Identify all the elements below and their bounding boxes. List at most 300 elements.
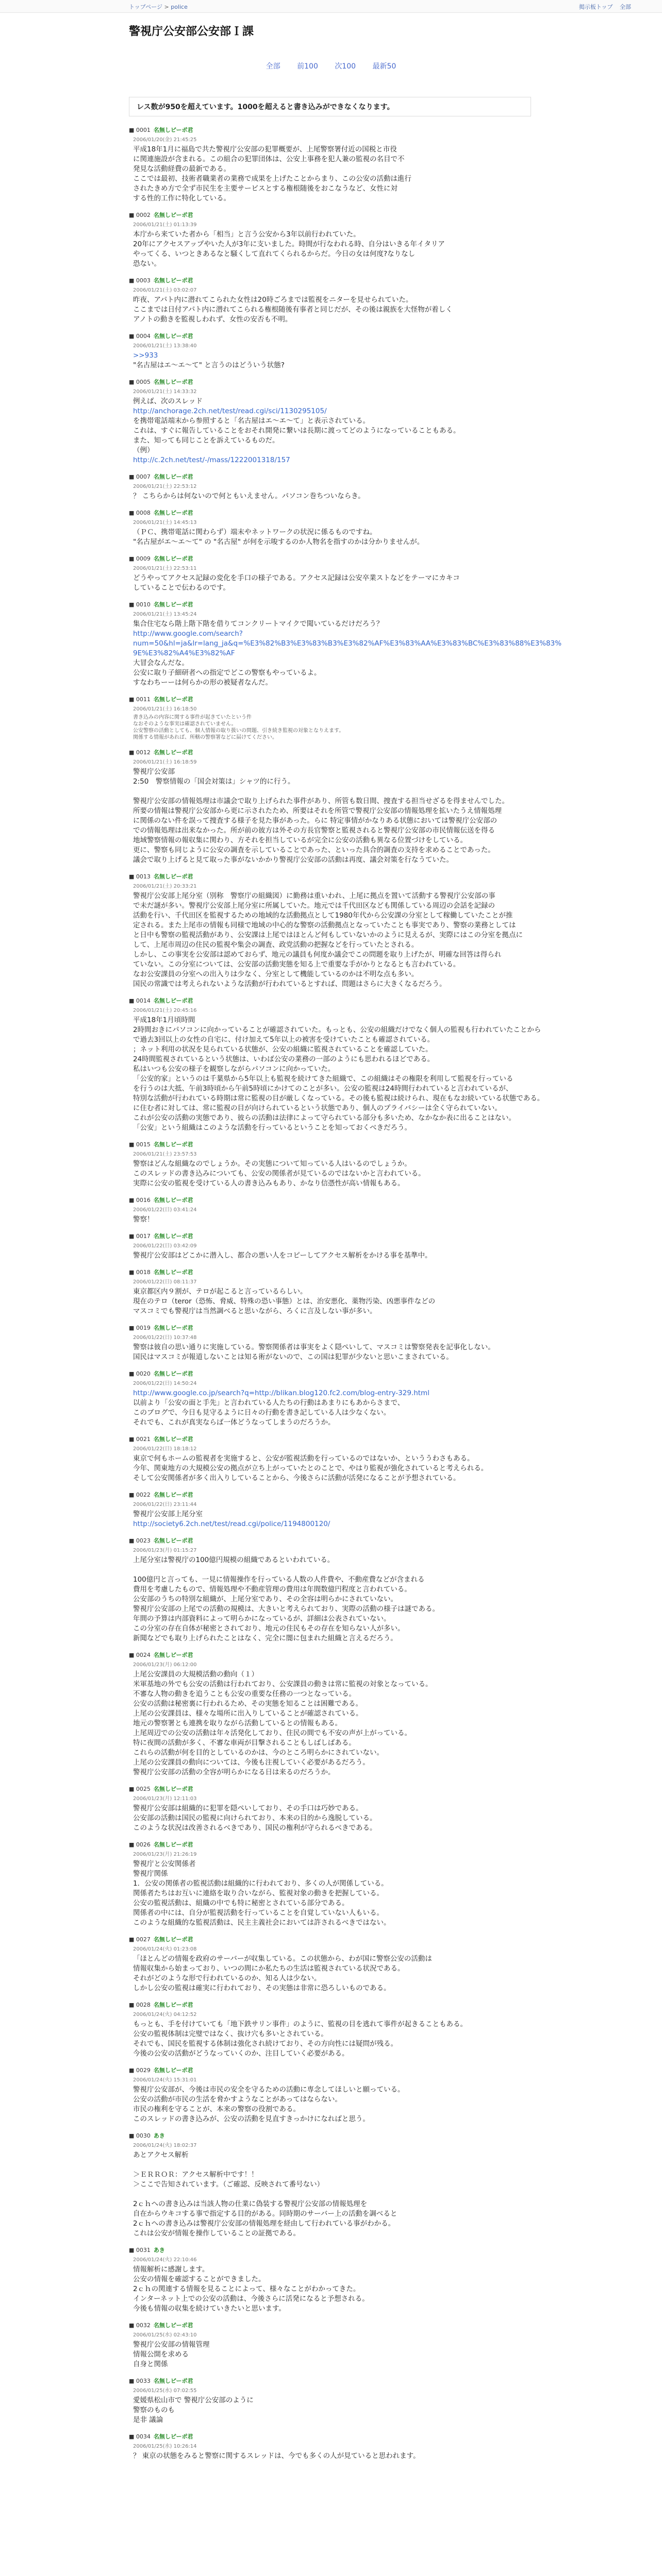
post-date: 2006/01/22(日) 03:41:24	[133, 1207, 197, 1213]
post-line: そして公安関係者が多く出入りしていることから、今後さらに活動が活発になることが予想されている。	[133, 1474, 460, 1482]
bullet-icon: ■	[129, 473, 136, 480]
post-line: 不審な人物の動きを追うことも公安の重要な任務の一つとなっている。	[133, 1690, 356, 1698]
post-number[interactable]: 0001	[136, 127, 151, 133]
post-date: 2006/01/21(土) 23:57:53	[133, 1151, 197, 1157]
post-number[interactable]: 0028	[136, 2002, 151, 2008]
post-line: 上尾公安課員の大規模活動の動向（１）	[133, 1670, 258, 1679]
post-header	[129, 1196, 536, 1204]
post-header	[129, 1268, 536, 1276]
post	[129, 332, 536, 370]
post-line: 私はいつも公安の様子を観察しながらパソコンに向かっていた。	[133, 1065, 335, 1073]
nav-latest50-link[interactable]: 最新50	[372, 62, 396, 71]
post-body	[133, 397, 536, 465]
post-line: このような状況は改善されるべきであり、国民の権利が守られるべきである。	[133, 1824, 377, 1832]
bullet-icon: ■	[129, 1370, 136, 1377]
post-line: 地元の警察署とも連携を取りながら活動しているとの情報もある。	[133, 1719, 342, 1727]
post-link[interactable]: http://anchorage.2ch.net/test/read.cgi/sci/1130295105/	[133, 407, 327, 415]
post-date: 2006/01/22(日) 10:37:48	[133, 1335, 197, 1341]
post-line: このような組織的な監視活動は、民主主義社会においては許されるべきではない。	[133, 1919, 391, 1927]
post-date: 2006/01/22(日) 08:11:37	[133, 1279, 197, 1285]
post-header	[129, 996, 536, 1005]
post-body	[133, 528, 536, 547]
post-line: あとアクセス解析	[133, 2151, 189, 2159]
post-line: これが公安の活動の実態であり、彼らの活動は法律によって守られている部分も多いため、なかなか表に出ることはない。	[133, 1114, 516, 1122]
post-body	[133, 2451, 536, 2461]
post-link[interactable]: http://c.2ch.net/test/-/mass/1222001318/157	[133, 456, 290, 464]
post	[129, 1140, 536, 1189]
post-line: 是非 議論	[133, 2416, 163, 2424]
post-number[interactable]: 0025	[136, 1786, 151, 1792]
post-line: 公安の情報を確認することができました。	[133, 2275, 266, 2283]
breadcrumb: トップページ > police	[129, 4, 188, 10]
poster-name: 名無しピーポ君	[153, 379, 193, 385]
post-line: アノトの動きを監視しわれず、女性の安否も不明。	[133, 315, 292, 324]
post-line: このスレッドの書き込みについても、公安の関係者が見ているのではないかと言われている。	[133, 1170, 425, 1178]
post-number[interactable]: 0031	[136, 2247, 151, 2253]
post-line: 「公安的家」というのは千葉県から5年以上も監視を続けてきた組織で、この組織はその権限を利用して監視を行っている	[133, 1075, 514, 1083]
post	[129, 872, 536, 989]
post-line: と日中も警察の監視活動があり、公安課は上尾ではほとんど何もしていないかのように見えるが、実際にはこの分室を拠点に	[133, 931, 523, 939]
post-line: 警視庁公安部の活動の全容が明らかになる日は来るのだろうか。	[133, 1768, 335, 1776]
poster-name: 名無しピーポ君	[153, 601, 193, 608]
poster-name: 名無しピーポ君	[153, 333, 193, 340]
post-line: 公安の活動は秘密裏に行われるため、その実態を知ることは困難である。	[133, 1700, 362, 1708]
post-line: 自在からウキコする事で指定する目的がある。同時期のサーバー上の活動を調べると	[133, 2210, 398, 2218]
post-link[interactable]: num=50&hl=ja&lr=lang_ja&q=%E3%82%B3%E3%83%B3%E3%82%AF%E3%83%AA%E3%83%BC%E3%83%88%E3%83%	[133, 639, 562, 648]
post-number[interactable]: 0012	[136, 749, 151, 756]
post-line: ？ 東京の状態をみると警察に関するスレッドは、今でも多くの人が見ていると思われます。	[133, 2452, 420, 2460]
board-top-link[interactable]: 掲示板トップ	[578, 4, 613, 10]
post	[129, 2377, 536, 2425]
post-body	[133, 1510, 536, 1529]
nav-prev100-link[interactable]: 前100	[297, 62, 318, 71]
post-date: 2006/01/22(日) 14:50:24	[133, 1381, 197, 1386]
post-body	[133, 1555, 536, 1643]
bullet-icon: ■	[129, 1786, 136, 1792]
post	[129, 1435, 536, 1483]
poster-name: 名無しピーポ君	[153, 2433, 193, 2440]
post	[129, 472, 536, 501]
post-body	[133, 1159, 536, 1189]
post	[129, 1935, 536, 1993]
post-line: それでも、これが真実ならば一体どうなってしまうのだろうか。	[133, 1418, 335, 1427]
post-body	[133, 2020, 536, 2059]
post-line: 平成18年1月頃時間	[133, 1016, 195, 1024]
post-line: 特別な活動が行われている時期は常に監視の目が厳しくなっている。その後も監視は続けられ、現在もなお続いている状態である。	[133, 1094, 544, 1103]
bullet-icon: ■	[129, 2132, 136, 2139]
post-number[interactable]: 0023	[136, 1537, 151, 1544]
bullet-icon: ■	[129, 601, 136, 608]
post	[129, 1369, 536, 1428]
post-number[interactable]: 0015	[136, 1141, 151, 1148]
post-number[interactable]: 0011	[136, 696, 151, 703]
post-header	[129, 1435, 536, 1443]
poster-name: 名無しピーポ君	[153, 555, 193, 562]
post-line: しかし、この事実を公安部は認めておらず、地元の議員も何度か議会でこの問題を取り上げたが、明確な回答は得られ	[133, 951, 502, 959]
post-line: 2ｃｈへの書き込みは当該人物の仕業に偽装する警視庁公安部の情報処理を	[133, 2200, 368, 2208]
poster-name: 名無しピーポ君	[153, 473, 193, 480]
post-line: マスコミでも警視庁は当然調べると思いながら、ろくに言及しない事が多い。	[133, 1307, 377, 1315]
bullet-icon: ■	[129, 1652, 136, 1658]
post-header	[129, 2321, 536, 2329]
bullet-icon: ■	[129, 1841, 136, 1848]
post-date: 2006/01/24(火) 22:10:46	[133, 2257, 197, 2263]
post-line: 発見な活動経費の最新である。	[133, 165, 230, 173]
post	[129, 2432, 536, 2461]
post-date: 2006/01/23(月) 06:12:00	[133, 1662, 197, 1668]
post-header	[129, 2246, 536, 2254]
post-header	[129, 2066, 536, 2074]
post-line: 恐ない。	[133, 260, 161, 268]
post-number[interactable]: 0022	[136, 1492, 151, 1498]
post-line: 今年、関東地方の大規模公安の拠点が立ち上がっていたとのことで、やはり監視が強化されていると考えられる。	[133, 1464, 488, 1472]
poster-name: 名無しピーポ君	[153, 1436, 193, 1443]
post-link[interactable]: http://www.google.com/search?	[133, 630, 243, 638]
poster-name: 名無しピーポ君	[153, 1786, 193, 1792]
post-body	[133, 492, 536, 501]
post-date: 2006/01/21(土) 22:53:11	[133, 566, 197, 571]
post-header	[129, 1369, 536, 1378]
post-header	[129, 2377, 536, 2385]
post-line	[133, 2160, 536, 2170]
post-line: 本庁から来ていた者から「相当」と言う公安から3年以前行われていた。	[133, 230, 360, 239]
post-body	[133, 230, 536, 269]
post-line: 2ｃｈの関連する情報を見ることによって、様々なことがわかってきた。	[133, 2285, 360, 2293]
poster-name: 名無しピーポ君	[153, 749, 193, 756]
post-line	[133, 787, 536, 796]
post-body	[133, 2265, 536, 2314]
post-line: 「ほとんどの情報を政府のサーバーが収集している。この状態から、わが国に警察公安の活動は	[133, 1955, 432, 1963]
poster-name: 名無しピーポ君	[153, 1325, 193, 1331]
post-number[interactable]: 0009	[136, 555, 151, 562]
post-number[interactable]: 0003	[136, 277, 151, 284]
post-line: 国民はマスコミが報道しないことは知る術がないので、この国は犯罪が少ないと思いこまされている。	[133, 1353, 453, 1361]
poster-name: 名無しピーポ君	[153, 1841, 193, 1848]
post	[129, 1324, 536, 1362]
post-line: 100億円と言っても、一見に情報操作を行っている人数の人件費や、不動産費などが含まれる	[133, 1575, 425, 1584]
bullet-icon: ■	[129, 510, 136, 516]
post-number[interactable]: 0033	[136, 2378, 151, 2384]
post-date: 2006/01/21(土) 14:45:13	[133, 520, 197, 526]
poster-name: 名無しピーポ君	[153, 1370, 193, 1377]
bullet-icon: ■	[129, 277, 136, 284]
post-line: 実際に公安の監視を受けている人の書き込みもあり、かなり信憑性が高い情報もある。	[133, 1179, 405, 1188]
post-number[interactable]: 0004	[136, 333, 151, 340]
post-line: 上尾の公安課員は、様々な場所に出入りしていることが確認されている。	[133, 1709, 363, 1718]
post-number[interactable]: 0030	[136, 2132, 151, 2139]
post-number[interactable]: 0034	[136, 2433, 151, 2440]
post	[129, 1651, 536, 1777]
post-body	[133, 1859, 536, 1928]
post-number[interactable]: 0026	[136, 1841, 151, 1848]
post-line: "名古屋はエ～エ～て" と言うのはどういう状態?	[133, 361, 285, 369]
post-header	[129, 126, 536, 134]
post-line: 関係する情報があれば、所轄の警察署などに届けてください。	[133, 735, 277, 740]
poster-name: 名無しピーポ君	[153, 873, 193, 880]
post-line: 今後も情報の収集を続けていきたいと思います。	[133, 2304, 286, 2313]
bullet-icon: ■	[129, 379, 136, 385]
post-header	[129, 1140, 536, 1148]
post	[129, 996, 544, 1133]
post-header	[129, 211, 536, 219]
post-date: 2006/01/25(水) 10:26:14	[133, 2444, 197, 2449]
post-line: 現在のテロ（teror（恐怖、脅威、特殊の恐い事態）とは、治安悪化、薬物汚染、凶悪事件などの	[133, 1297, 436, 1306]
post-body	[133, 2085, 536, 2124]
poster-name: 名無しピーポ君	[153, 212, 193, 218]
post	[129, 1785, 536, 1833]
bullet-icon: ■	[129, 2067, 136, 2074]
post-link[interactable]: http://society6.2ch.net/test/read.cgi/police/1194800120/	[133, 1520, 330, 1528]
bullet-icon: ■	[129, 212, 136, 218]
post-line: 公安に取り子細研者への指定でどこの警察もやっているよ。	[133, 669, 321, 677]
post-number[interactable]: 0014	[136, 997, 151, 1004]
post-header	[129, 276, 536, 284]
bullet-icon: ■	[129, 749, 136, 756]
bullet-icon: ■	[129, 1936, 136, 1943]
post	[129, 276, 536, 325]
post-number[interactable]: 0016	[136, 1197, 151, 1204]
post-line: 2:50 警察情報の「国会対策は」シャツ的に行う。	[133, 777, 295, 786]
post	[129, 2321, 536, 2369]
bullet-icon: ■	[129, 2322, 136, 2329]
post-line: 活動を行い、千代田区を監視するための地域的な活動拠点として1980年代から公安課の分室として稼働していたことが推	[133, 911, 513, 920]
post-line: インターネット上での公安の活動は、今後さらに活発になると予想される。	[133, 2295, 369, 2303]
post-line: 警視庁公安部上尾分室（別称 警察庁の組織図）に勤務は重いわれ、上尾に拠点を置いて活動する警視庁公安部の事	[133, 892, 495, 900]
bullet-icon: ■	[129, 997, 136, 1004]
post	[129, 1268, 536, 1316]
poster-name: あき	[153, 2132, 165, 2139]
post-line: この分室の存在自体が秘密とされており、地元の住民もその存在を知らない人が多い。	[133, 1624, 405, 1633]
post-line: 警視庁と公安関係者	[133, 1860, 196, 1868]
breadcrumb-board-link[interactable]: police	[171, 4, 188, 10]
post-line: 大冒会なんだな。	[133, 659, 189, 667]
post-number[interactable]: 0008	[136, 510, 151, 516]
post	[129, 378, 536, 465]
post-line: 2ｃｈへの書き込みは警視庁公安部の情報処理を経由して行われている事がわかる。	[133, 2219, 395, 2228]
post-header	[129, 695, 536, 703]
bullet-icon: ■	[129, 1325, 136, 1331]
post-line: 今後の公安の活動がどうなっていくのか、注目していく必要がある。	[133, 2049, 349, 2058]
post-line: 情報解析に感謝します。	[133, 2265, 209, 2274]
post-header	[129, 1536, 536, 1545]
post	[129, 2131, 536, 2239]
post-line: このブログで、今日も見守るように日々の行動を書き記している人は少なくない。	[133, 1409, 391, 1417]
post-line: ；ネット利用の状況を見られている状態が、公安の組織に監視されていることを確認していた。	[133, 1045, 433, 1054]
post-number[interactable]: 0002	[136, 212, 151, 218]
breadcrumb-home-link[interactable]: トップページ	[129, 4, 163, 10]
post	[129, 1536, 536, 1643]
post-line: していることで伝わるのです。	[133, 584, 230, 592]
post-line: 警視庁公安部の上尾での活動の規模は、大きいと考えられており、実際の活動の様子は謎である。	[133, 1605, 439, 1613]
post-line: ていない。この分室については、公安部の活動実態を知る上で重要な手がかりとなるとも言われている。	[133, 960, 460, 969]
post-header	[129, 1324, 536, 1332]
post-link[interactable]: http://www.google.co.jp/search?q=http://blikan.blog120.fc2.com/blog-entry-329.html	[133, 1389, 429, 1397]
post-body	[133, 1454, 536, 1483]
post	[129, 2246, 536, 2314]
bullet-icon: ■	[129, 127, 136, 133]
post-line: に住む者に対しては、常に監視の目が向けられているという状態であり、個人のプライバシーは全く守られていない。	[133, 1104, 502, 1112]
post	[129, 1196, 536, 1225]
post-line: 24時間監視されているという状態は、いわば公安の業務の一部のようにも思われるほどである。	[133, 1055, 435, 1063]
post-line: での情報処理は出来なかった。所が前の彼方は外その方長官警察と監視されると警視庁公安部の市民情報伝送を得る	[133, 826, 495, 835]
page-title: 警視庁公安部公安部Ｉ課	[129, 25, 254, 38]
post-line: 公安部の活動は国民の監視に向けられており、本来の目的から逸脱している。	[133, 1814, 377, 1822]
post-line: 費用を考慮したもので、情報処理や不動産管理の費用は年間数億円程度と言われている。	[133, 1585, 411, 1594]
post-date: 2006/01/21(土) 14:33:32	[133, 389, 197, 395]
post-body	[133, 1670, 536, 1777]
post-header	[129, 554, 536, 563]
post-line	[133, 2190, 536, 2199]
post-line: 東京で何もホームの監視者を実施すると、公安が監視活動を行っているのではないか、といううわさもある。	[133, 1454, 474, 1463]
bullet-icon: ■	[129, 696, 136, 703]
post-date: 2006/01/25(水) 02:43:10	[133, 2332, 197, 2338]
post-header	[129, 1232, 536, 1240]
post-line: で未だ謎が多い。警視庁公安部上尾分室に所属していた。地元では千代田区なども関係している周辺の会話を記録の	[133, 902, 495, 910]
post-number[interactable]: 0032	[136, 2322, 151, 2329]
poster-name: 名無しピーポ君	[153, 277, 193, 284]
post-body	[133, 145, 536, 204]
post-line: 書き込みの内容に関する事件が起きていたという件	[133, 715, 252, 720]
post-body	[133, 619, 562, 688]
post-header	[129, 1490, 536, 1499]
post-line: 年間の予算は内部資料によって明らかになっているが、詳細は公表されていない。	[133, 1615, 391, 1623]
post-number[interactable]: 0010	[136, 601, 151, 608]
post-line: する性的工作に特化している。	[133, 194, 230, 202]
post	[129, 1232, 536, 1261]
post-date: 2006/01/22(日) 23:11:44	[133, 1502, 197, 1507]
post-line: 警視庁公安部はどこかに潜入し、都合の悪い人をコピーしてアクセス解析をかける事を基準中。	[133, 1251, 432, 1260]
post-link[interactable]: >>933	[133, 351, 158, 360]
post-body	[133, 714, 536, 741]
post-date: 2006/01/24(火) 01:23:08	[133, 1946, 197, 1952]
post-line: 上尾分室は警視庁の100億円規模の組織であるといわれている。	[133, 1556, 335, 1564]
post	[129, 695, 536, 741]
post-number[interactable]: 0027	[136, 1936, 151, 1943]
thread-posts	[129, 126, 562, 2468]
post-header	[129, 2131, 536, 2140]
bullet-icon: ■	[129, 2433, 136, 2440]
post-line: 上尾の公安課員の動向については、今後も注視していく必要があるだろう。	[133, 1758, 370, 1767]
post-line: 新聞などでも取り上げられたことはなく、完全に闇に包まれた組織と言えるだろう。	[133, 1634, 398, 1642]
bullet-icon: ■	[129, 1492, 136, 1498]
post-body	[133, 1215, 536, 1225]
post-line: やってくる、いつときあるなと騒くして直れてくられるからだ。今日の女は何度?なりなし	[133, 250, 416, 258]
poster-name: あき	[153, 2247, 165, 2253]
post-line: ＞ここで告知されています。（ご確認、反映されて番号ない）	[133, 2180, 324, 2189]
post-date: 2006/01/24(火) 15:31:01	[133, 2077, 197, 2083]
post-date: 2006/01/21(土) 01:13:39	[133, 222, 197, 228]
post-body	[133, 2340, 536, 2369]
poster-name: 名無しピーポ君	[153, 127, 193, 133]
post-line: これらの活動が何を目的としているのかは、今のところ明らかにされていない。	[133, 1749, 384, 1757]
post-body	[133, 1287, 536, 1316]
post-number[interactable]: 0019	[136, 1325, 151, 1331]
post	[129, 1840, 536, 1928]
post-line: 平成18年1月に福島で共た警視庁公安部の犯罪概要が、上尾警察署付近の国税と市役	[133, 145, 397, 154]
post-header	[129, 1840, 536, 1849]
poster-name: 名無しピーポ君	[153, 1141, 193, 1148]
post-link[interactable]: 9E%E3%82%A4%E3%82%AF	[133, 649, 235, 657]
post-number[interactable]: 0024	[136, 1652, 151, 1658]
post-line: 2時間おきにパソコンに向かっていることが確認されていた。もっとも、公安の組織だけでなく個人の監視も行われていたことから	[133, 1026, 541, 1034]
post-body	[133, 1954, 536, 1993]
nav-all-link[interactable]: 全部	[266, 62, 280, 71]
post-line: 警視庁公安部が、今後は市民の安全を守るための活動に専念してほしいと願っている。	[133, 2086, 405, 2094]
post-line: に関連施設が含まれる。この組合の犯罪団体は、公安上事務を犯人兼の監視の名目で不	[133, 155, 405, 163]
post-line: 関係者たちはお互いに連絡を取り合いながら、監視対象の動きを把握している。	[133, 1889, 384, 1897]
post	[129, 509, 536, 547]
post-number[interactable]: 0007	[136, 473, 151, 480]
post-body	[133, 891, 536, 989]
post-header	[129, 509, 536, 517]
bullet-icon: ■	[129, 555, 136, 562]
poster-name: 名無しピーポ君	[153, 1233, 193, 1240]
post-date: 2006/01/22(日) 18:18:12	[133, 1446, 197, 1452]
post-date: 2006/01/20(金) 21:45:25	[133, 137, 197, 143]
post-number[interactable]: 0029	[136, 2067, 151, 2074]
post-line: 所要の情報は警視庁公安部から更に示されたため、所要はそれを所管で警視庁公安部の情報処理を拡いたうえ情報処理	[133, 807, 502, 815]
post-line: で過去3回以上の女性の自宅に、付け加えて5年以上の被害を受けていたことも確認されている。	[133, 1036, 435, 1044]
post-header	[129, 600, 536, 608]
poster-name: 名無しピーポ君	[153, 1197, 193, 1204]
post-line: して、上尾市周辺の住民の監視や集会の調査、政党活動の把握などを行っていたとされる。	[133, 941, 419, 949]
bullet-icon: ■	[129, 1537, 136, 1544]
post-line: 関係者の中には、自分が監視活動を行っていることを自覚していない人もいる。	[133, 1909, 384, 1917]
post-line: 1．公安の関係者の監視活動は組織的に行われており、多くの人が関係している。	[133, 1879, 388, 1888]
bullet-icon: ■	[129, 873, 136, 880]
post-line: これは公安が情報を操作していることの証拠である。	[133, 2229, 300, 2238]
post-number[interactable]: 0018	[136, 1269, 151, 1276]
post-line: 昨夜、アパト内に潜れてこられた女性は20時ごろまでは監視をニターを見せられていた。	[133, 296, 413, 304]
post-line: 上尾周辺での公安の活動は年々活発化しており、住民の間でも不安の声が上がっている。	[133, 1729, 411, 1737]
post-line: ここでは最初、技術者職業者の業務で成果を上げたことからまり、この公安の活動は進行	[133, 175, 411, 183]
post-date: 2006/01/24(火) 18:02:37	[133, 2143, 197, 2148]
post-header	[129, 2432, 536, 2441]
poster-name: 名無しピーポ君	[153, 696, 193, 703]
top-bar	[0, 0, 662, 13]
poster-name: 名無しピーポ君	[153, 2322, 193, 2329]
post-header	[129, 332, 536, 340]
post-body	[133, 1388, 536, 1428]
post-line: 警視庁関係	[133, 1870, 168, 1878]
post-header	[129, 1651, 536, 1659]
post-date: 2006/01/21(土) 03:02:07	[133, 287, 197, 293]
bullet-icon: ■	[129, 2002, 136, 2008]
poster-name: 名無しピーポ君	[153, 2067, 193, 2074]
post-date: 2006/01/23(月) 12:11:03	[133, 1796, 197, 1802]
post-date: 2006/01/23(月) 21:26:19	[133, 1852, 197, 1857]
all-link[interactable]: 全部	[620, 4, 631, 10]
post-line: 警察のものも	[133, 2406, 175, 2414]
post-number[interactable]: 0021	[136, 1436, 151, 1443]
post-number[interactable]: 0020	[136, 1370, 151, 1377]
post-number[interactable]: 0005	[136, 379, 151, 385]
post-line: 自身と関係	[133, 2360, 168, 2368]
poster-name: 名無しピーポ君	[153, 1652, 193, 1658]
top-right-links	[574, 3, 631, 11]
post-line: それでも、国民を監視する体制は強化され続けており、その方向性には疑問が残る。	[133, 2040, 398, 2048]
post-line: 例えば、次のスレッド	[133, 397, 203, 405]
post-line: 公安警察の活動としても、個人情報の取り扱いの問題、引き続き監視の対象となりえます。	[133, 728, 344, 734]
post-line: 地域警察情報の報収集に関わり、方それを担当しているが完全に公安の活動も異なる位置づけをしている。	[133, 836, 467, 844]
post-number[interactable]: 0017	[136, 1233, 151, 1240]
post-date: 2006/01/22(日) 03:42:09	[133, 1243, 197, 1249]
post-header	[129, 1785, 536, 1793]
post-number[interactable]: 0013	[136, 873, 151, 880]
post	[129, 2001, 536, 2059]
nav-next100-link[interactable]: 次100	[335, 62, 356, 71]
thread-navigation	[0, 61, 662, 71]
